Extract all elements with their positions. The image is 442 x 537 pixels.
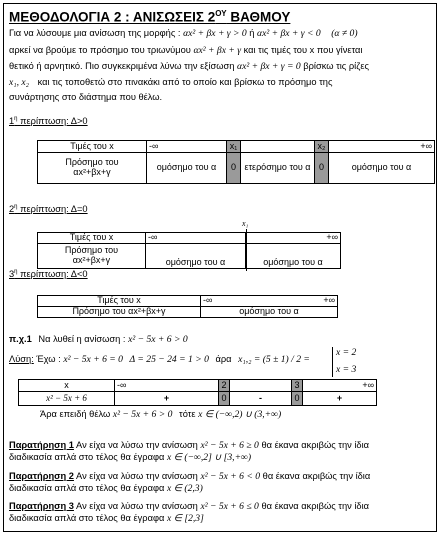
conclusion-inequality: x² − 5x + 6 > 0: [112, 409, 173, 420]
note-1-text: Αν είχα να λύσω την ανίσωση: [76, 440, 198, 450]
case1-sign-label-a: Πρόσημο του: [65, 157, 119, 168]
note-2-text-c: διαδικασία απλά στο τέλος θα έγραφα: [9, 482, 165, 493]
case2-heading: [9, 204, 433, 216]
intro-text: θετικό ή αρνητικό. Πιο συγκεκριμένα λύνω την εξίσωση: [9, 61, 235, 71]
case3-x-label: Τιμές του x: [38, 296, 201, 307]
note-1-solution-set: x ∈ (−∞,2] ∪ [3,+∞): [166, 451, 252, 463]
conclusion-solution-set: x ∈ (−∞,2) ∪ (3,+∞): [198, 409, 282, 420]
case3-sign-label: Πρόσημο του αx²+βx+γ: [38, 307, 201, 318]
title-end: ΒΑΘΜΟΥ: [226, 9, 291, 25]
note-2-label: Παρατήρηση 2: [9, 471, 74, 481]
example-sign-3: +: [303, 392, 377, 406]
case1-sign-label: [38, 153, 147, 184]
case1-x-label: Τιμές του x: [38, 141, 147, 153]
root-2: x = 3: [336, 364, 357, 375]
page-title: [9, 9, 290, 26]
case3-sign-1: ομόσημο του α: [201, 307, 338, 318]
intro-line-2: [9, 45, 433, 57]
example-zero-1: 0: [219, 392, 230, 406]
case2-sup: η: [14, 204, 18, 210]
note-3-solution-set: x ∈ [2,3]: [166, 512, 204, 524]
example-statement: [9, 334, 433, 346]
case3-text: περίπτωση: Δ<0: [17, 269, 88, 280]
note-1-inequality: x² − 5x + 6 ≥ 0: [200, 440, 259, 451]
case3-heading: [9, 269, 433, 281]
intro-line-4: [9, 77, 433, 89]
example-minus-infinity: -∞: [115, 380, 219, 392]
title-main: ΜΕΘΟΔΟΛΟΓΙΑ 2 : ΑΝΙΣΩΣΕΙΣ 2: [9, 9, 216, 25]
case1-sign-table: [37, 140, 435, 184]
intro-line-5: συνάρτησης στο διάστημα που θέλω.: [9, 92, 163, 102]
intro-text: αρκεί να βρούμε το πρόσημο του τριωνύμου: [9, 45, 191, 55]
solution-equation: x² − 5x + 6 = 0: [63, 354, 123, 365]
title-superscript: ΟΥ: [215, 9, 227, 18]
note-2-solution-set: x ∈ (2,3): [166, 482, 203, 494]
case3-minus-infinity: -∞: [203, 295, 213, 306]
case2-root-label: x₁: [242, 219, 249, 228]
case1-root-x1: x₁: [227, 141, 241, 153]
example-root-2: 2: [219, 380, 230, 392]
case2-x-label: Τιμές του x: [38, 233, 146, 244]
case2-sign-table: [37, 232, 341, 269]
example-x-label: x: [19, 380, 115, 392]
example-root-3: 3: [292, 380, 303, 392]
note-1: [9, 440, 433, 464]
note-2-text: Αν είχα να λύσω την ανίσωση: [76, 471, 198, 481]
root-1: x = 2: [336, 347, 357, 358]
example-text: Να λυθεί η ανίσωση :: [38, 334, 126, 344]
note-3-inequality: x² − 5x + 6 ≤ 0: [200, 501, 259, 512]
solution-therefore: άρα: [215, 354, 232, 364]
note-2-text-b: θα έκανα ακριβώς την ίδια: [262, 471, 371, 481]
intro-or: ή: [249, 28, 255, 38]
example-sign-2: -: [230, 392, 292, 406]
intro-line-3: [9, 61, 433, 73]
intro-roots: x₁, x₂: [9, 77, 29, 88]
note-2: [9, 471, 433, 495]
case1-sign-1: ομόσημο του α: [147, 153, 227, 184]
intro-text: και τις τοποθετώ στο πινακάκι από το οποίο και βρίσκω το πρόσημο της: [37, 77, 333, 87]
case1-sup: η: [14, 116, 18, 122]
case1-empty-cell: [241, 141, 315, 153]
case2-number: 2: [9, 204, 15, 215]
worksheet-page: [3, 3, 437, 532]
case3-number: 3: [9, 269, 15, 280]
intro-text: και τις τιμές του x που γίνεται: [243, 45, 363, 55]
note-1-text-b: θα έκανα ακριβώς την ίδια: [261, 440, 370, 450]
note-3-text-b: θα έκανα ακριβώς την ίδια: [261, 501, 370, 511]
case2-minus-infinity: -∞: [146, 233, 246, 244]
case1-sign-2: ετερόσημο του α: [241, 153, 315, 184]
case1-zero-2: 0: [315, 153, 329, 184]
case2-sign-1: ομόσημο του α: [146, 244, 246, 269]
intro-trinomial: αx² + βx + γ: [193, 45, 242, 56]
intro-text: βρίσκω τις ρίζες: [303, 61, 369, 71]
conclusion-text: Άρα επειδή θέλω: [40, 409, 111, 419]
solution-discriminant: Δ = 25 − 24 = 1 > 0: [129, 354, 209, 365]
solution-label: Λύση:: [9, 354, 34, 364]
case1-text: περίπτωση: Δ>0: [17, 116, 88, 127]
roots-brace: [332, 347, 333, 377]
example-zero-2: 0: [292, 392, 303, 406]
intro-inequality-lt: αx² + βx + γ < 0: [257, 28, 321, 39]
note-3: [9, 501, 433, 525]
solution-line: [9, 354, 433, 366]
case1-heading: [9, 116, 433, 128]
solution-roots-formula: x₁,₂ = (5 ± 1) / 2 =: [238, 354, 310, 365]
case2-sign-label-b: αx²+βx+γ: [72, 255, 111, 265]
intro-line-1: [9, 28, 433, 40]
intro-text: Για να λύσουμε μια ανίσωση της μορφής :: [9, 28, 181, 38]
case3-sign-table: [37, 295, 338, 318]
case1-sign-label-b: αx²+βx+γ: [73, 167, 111, 177]
case1-root-x2: x₂: [315, 141, 329, 153]
example-label: π.χ.1: [9, 334, 32, 344]
note-3-text: Αν είχα να λύσω την ανίσωση: [76, 501, 198, 511]
note-1-text-c: διαδικασία απλά στο τέλος θα έγραφα: [9, 451, 165, 462]
case2-sign-label: [38, 244, 146, 269]
case1-minus-infinity: -∞: [147, 141, 227, 153]
example-empty-cell: [230, 380, 292, 392]
case1-sign-3: ομόσημο του α: [329, 153, 435, 184]
case1-zero-1: 0: [227, 153, 241, 184]
case3-sup: η: [14, 269, 18, 275]
conclusion-then: τότε: [179, 409, 196, 419]
case2-text: περίπτωση: Δ=0: [17, 204, 88, 215]
intro-equation: αx² + βx + γ = 0: [237, 61, 301, 72]
example-sign-table: [18, 379, 377, 406]
case1-plus-infinity: +∞: [329, 141, 435, 153]
intro-inequality-gt: αx² + βx + γ > 0: [183, 28, 247, 39]
example-expression: x² − 5x + 6: [19, 392, 115, 406]
note-2-inequality: x² − 5x + 6 < 0: [200, 471, 261, 482]
case2-plus-infinity: +∞: [246, 233, 341, 244]
example-conclusion: [40, 409, 430, 421]
solution-text: Έχω :: [36, 354, 61, 364]
intro-condition: (α ≠ 0): [331, 28, 358, 39]
note-3-text-c: διαδικασία απλά στο τέλος θα έγραφα: [9, 512, 165, 523]
case2-sign-label-a: Πρόσημο του: [64, 245, 119, 256]
note-3-label: Παρατήρηση 3: [9, 501, 74, 511]
example-inequality: x² − 5x + 6 > 0: [128, 334, 188, 345]
case2-sign-2: ομόσημο του α: [246, 244, 341, 269]
case3-infinity-cell: [201, 296, 338, 307]
example-plus-infinity: +∞: [303, 380, 377, 392]
case3-plus-infinity: +∞: [323, 295, 335, 306]
note-1-label: Παρατήρηση 1: [9, 440, 74, 450]
example-sign-1: +: [115, 392, 219, 406]
case1-number: 1: [9, 116, 15, 127]
